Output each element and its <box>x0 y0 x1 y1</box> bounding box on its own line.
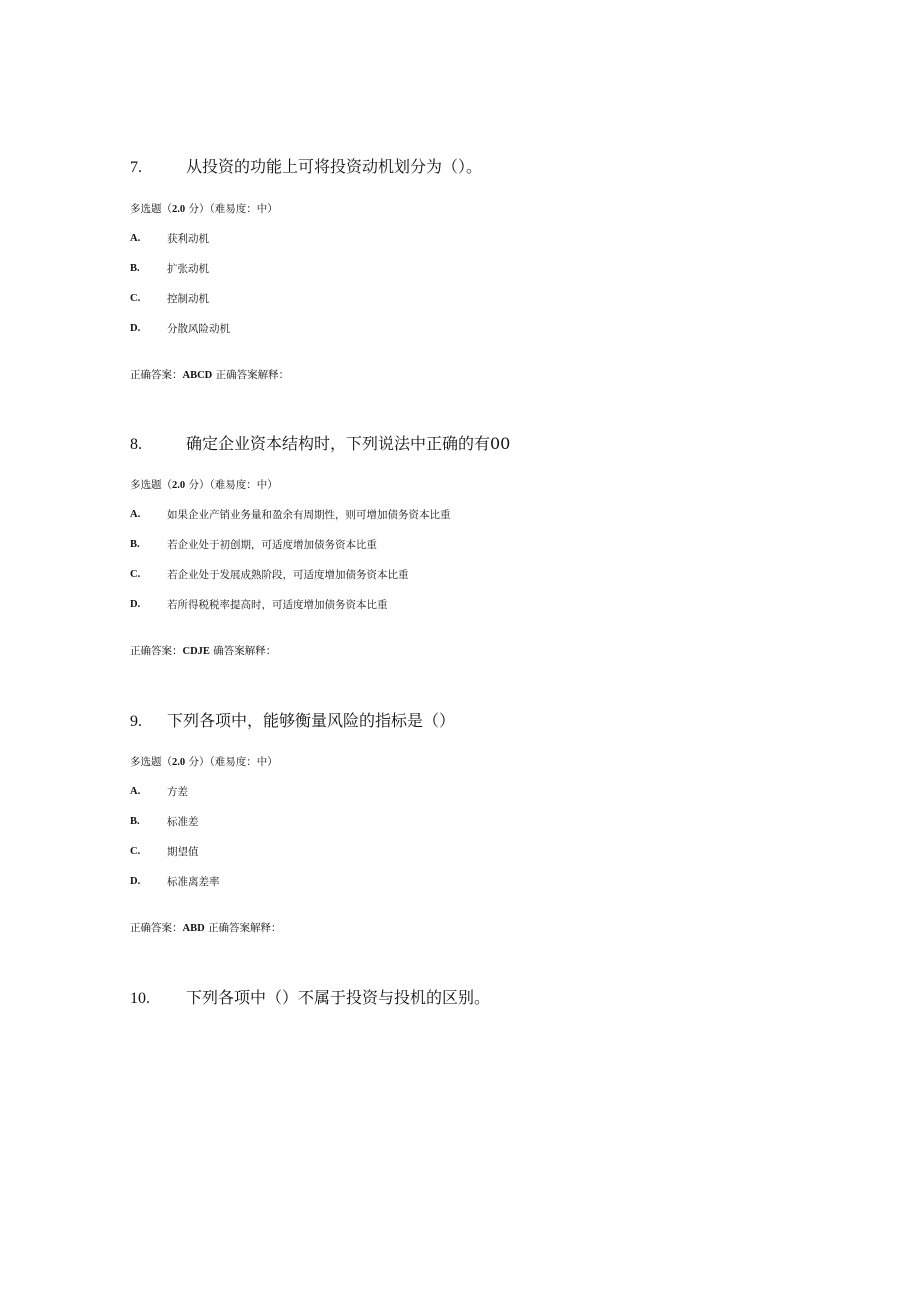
option-letter: D. <box>130 876 141 887</box>
option-letter: A. <box>130 233 141 244</box>
option-letter: A. <box>130 786 141 797</box>
question-difficulty: 分）（难易度：中） <box>185 756 278 768</box>
question-title <box>130 988 830 1008</box>
answer-explanation-label: 确答案解释： <box>209 645 277 657</box>
option-letter: D. <box>130 599 141 610</box>
correct-answer <box>130 921 282 936</box>
question-10 <box>130 988 830 1008</box>
question-score: 2.0 <box>172 204 186 215</box>
question-type: 多选题（ <box>130 756 172 768</box>
question-meta <box>130 202 278 217</box>
answer-value: ABD <box>182 923 205 934</box>
question-difficulty: 分）（难易度：中） <box>185 203 278 215</box>
option-text: 标准差 <box>167 816 199 828</box>
correct-answer <box>130 644 276 659</box>
question-number: 10. <box>130 990 150 1007</box>
option-letter: C. <box>130 569 141 580</box>
option-letter: C. <box>130 846 141 857</box>
option-text: 如果企业产销业务量和盈余有周期性，则可增加债务资本比重 <box>167 509 451 521</box>
option-text: 若企业处于初创期，可适度增加债务资本比重 <box>167 539 377 551</box>
option-letter: A. <box>130 509 141 520</box>
answer-label: 正确答案： <box>130 645 183 657</box>
question-title <box>130 157 830 177</box>
question-title <box>130 711 830 731</box>
option-letter: B. <box>130 263 140 274</box>
option-letter: D. <box>130 323 141 334</box>
answer-label: 正确答案： <box>130 369 183 381</box>
answer-explanation-label: 正确答案解释： <box>212 369 290 381</box>
question-difficulty: 分）（难易度：中） <box>185 479 278 491</box>
question-meta <box>130 478 278 493</box>
question-7 <box>130 157 830 381</box>
question-text: 从投资的功能上可将投资动机划分为（）。 <box>186 157 483 176</box>
question-text: 确定企业资本结构时，下列说法中正确的有00 <box>186 434 511 453</box>
option-text: 分散风险动机 <box>167 323 230 335</box>
question-text: 下列各项中，能够衡量风险的指标是（） <box>167 711 456 730</box>
question-meta <box>130 755 278 770</box>
question-8 <box>130 434 830 657</box>
correct-answer <box>130 368 289 383</box>
option-text: 扩张动机 <box>167 263 209 275</box>
question-score: 2.0 <box>172 757 186 768</box>
answer-value: ABCD <box>182 370 213 381</box>
option-text: 若企业处于发展成熟阶段，可适度增加债务资本比重 <box>167 569 409 581</box>
option-text: 控制动机 <box>167 293 209 305</box>
question-9 <box>130 711 830 934</box>
question-type: 多选题（ <box>130 479 172 491</box>
option-text: 方差 <box>167 786 188 798</box>
question-text: 下列各项中（）不属于投资与投机的区别。 <box>186 988 491 1007</box>
question-number: 8. <box>130 436 142 453</box>
option-text: 获利动机 <box>167 233 209 245</box>
question-number: 7. <box>130 159 142 176</box>
answer-value: CDJE <box>182 646 210 657</box>
question-score: 2.0 <box>172 480 186 491</box>
option-letter: B. <box>130 539 140 550</box>
option-text: 标准离差率 <box>167 876 220 888</box>
question-title <box>130 434 830 454</box>
question-type: 多选题（ <box>130 203 172 215</box>
option-text: 期望值 <box>167 846 199 858</box>
answer-explanation-label: 正确答案解释： <box>204 922 282 934</box>
answer-label: 正确答案： <box>130 922 183 934</box>
question-number: 9. <box>130 713 142 730</box>
option-text: 若所得税税率提高时，可适度增加债务资本比重 <box>167 599 388 611</box>
option-letter: C. <box>130 293 141 304</box>
option-letter: B. <box>130 816 140 827</box>
